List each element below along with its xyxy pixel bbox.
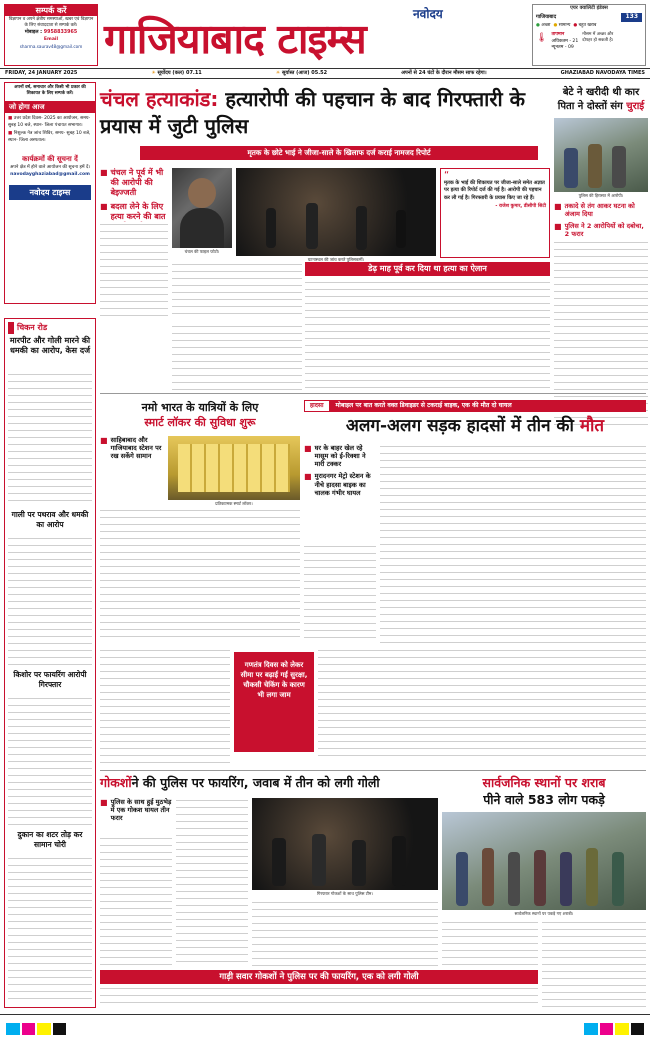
metro-bullet: ■ साहिबाबाद और गाजियाबाद स्टेशन पर रख सकेंगे सामान [100,436,162,461]
liquor-photo-caption: सार्वजनिक स्थानों पर पकड़े गए शराबी। [514,911,574,916]
lead-quote: मृतक के भाई की शिकायत पर जीजा-साले समेत अज्ञात पर हत्या की रिपोर्ट दर्ज की गई है। आरोपी की पहचान कर ली गई है। गिरफ्तारी के प्रयास किए जा रहे हैं। [444,180,545,201]
metro-photo-caption: प्रतिकात्मक स्मार्ट लॉकर। [215,501,253,506]
contact-email-label: Email [43,37,59,43]
program-title: कार्यक्रमों की सूचना दें [22,154,78,163]
temp-min: न्यूनतम - 09 [551,44,574,50]
left-story-body-1 [8,536,92,666]
reward-headline: डेढ़ माह पूर्व कर दिया था हत्या का ऐलान [305,262,550,276]
liquor-photo [442,812,646,910]
lead-photo-portrait [172,168,232,248]
left-story-body-2 [8,696,92,826]
issue-date: FRIDAY, 24 JANUARY 2025 [5,69,78,76]
left-story-headline-2: किशोर पर फायरिंग आरोपी गिरफ्तार [13,670,87,689]
section-divider [100,393,646,394]
brand-small: नवोदय [413,7,443,21]
program-body: अपने क्षेत्र में होने वाले आयोजन की सूचना हमें दें। [9,164,91,170]
masthead [0,0,650,68]
lead-strap: मृतक के छोटे भाई ने जीजा-साले के खिलाफ दर्ज कराई नामजद रिपोर्ट [140,146,538,160]
sunrise: ☀ सूर्योदय (कल) 07.11 [151,69,202,76]
accident-strap-text: मोबाइल पर बात करते वक्त डिवाइडर से टकराई बाइक, एक की मौत दो घायल [335,402,512,409]
sidebar-intro: अपनों वर्ष, समाचार और किसी भी प्रकार की शिकायत के लिए सम्पर्क करें। [14,85,86,97]
contact-body: विज्ञापन व अपने क्षेत्रीय समस्याओं, खबर एवं विज्ञापन के लिए संवाददाता से सम्पर्क करें। [8,17,94,29]
mid-body-1 [100,648,230,768]
weather-title: एयर क्वालिटी इंडेक्स [570,5,608,11]
contact-title: सम्पर्क करें [5,5,97,16]
contact-email[interactable]: sharma.saurav48@gmail.com [19,43,83,49]
side-headline-2: पिता ने दोस्तों संग चुराई [557,101,645,112]
temp-max: अधिकतम - 21 [551,38,579,44]
weather-city: गाजियाबाद [536,13,557,20]
side-bullet: ■ पुलिस ने 2 आरोपियों को दबोचा, 2 फरार [554,222,644,239]
metro-headline [100,400,300,430]
gokash-body-1 [100,836,172,966]
crime-headline: मारपीट और गोली मारने की धमकी का आरोप, केस दर्ज [9,336,91,356]
security-callout: गणतंत्र दिवस को लेकर सीमा पर बढ़ाई गई सुरक्षा, चौकसी चेकिंग के कारण भी लगा जाम [234,652,314,752]
color-registration-marks [6,1023,66,1035]
footer-registration-bar [0,1014,650,1043]
gokash-bullets [100,798,172,826]
today-item: ■ निशुल्क नेत्र जांच शिविर, समय- सुबह 10 बजे, स्थान- जिला अस्पताल। [8,131,91,143]
side-photo-caption: पुलिस की हिरासत में आरोपी। [578,193,624,198]
gokash-banner: गाड़ी सवार गोकशों ने पुलिस पर की फायरिंग, एक को लगी गोली [100,970,538,984]
edition-name: GHAZIABAD NAVODAYA TIMES [560,69,645,76]
accident-bullet: ■ मुरादनगर मेट्रो स्टेशन के नीचे हादसा बाइक का चालक गंभीर घायल [304,472,371,497]
left-story-headline-3: दुकान का शटर तोड़ कर सामान चोरी [17,830,83,849]
accident-body-1 [380,444,646,644]
lead-quote-box [440,168,550,258]
gokash-photo-caption: गिरफ्तार गोकशों के साथ पुलिस टीम। [316,891,374,896]
temp-label: तापमान [551,32,565,38]
lead-headline-text: हत्यारोपी की पहचान के बाद गिरफ्तारी के प्रयास में जुटी पुलिस [100,87,526,138]
section-divider [100,770,646,771]
lead-kicker: चंचल हत्याकांड: [100,87,219,111]
lead-bullet: ■ चंचल ने पूर्व में भी की आरोपी की बेइज्जती [100,168,164,197]
dateline-tagline: अपनों से 24 घंटों के दौरान मौसम साफ रहेगा। [401,69,487,76]
quote-icon: “ [444,170,450,181]
weather-note: मौसम में अच्छा और दोपहर हो सकती है। [582,32,614,44]
crime-body [8,372,92,506]
accident-strap [304,400,646,412]
accident-headline: अलग-अलग सड़क हादसों में तीन की मौत [345,416,605,436]
metro-headline-2: स्मार्ट लॉकर की सुविधा शुरू [144,416,256,429]
mini-brand: नवोदय टाइम्स [9,185,91,201]
aqi-level: ● बहुत खराब [573,22,597,28]
side-bullet: ■ तकादे से तंग आकर घटना को अंजाम दिया [554,202,635,219]
left-story-body-3 [8,856,92,1004]
gokash-body-3 [252,900,438,966]
mid-body-2 [318,648,646,756]
weather-box [532,4,646,66]
metro-body [100,508,300,643]
program-email[interactable]: navodayghaziabad@gmail.com [10,172,90,178]
gokash-banner-body [100,986,538,1008]
lead-body-col-1 [100,222,168,320]
side-headline [554,86,648,114]
today-item: ■ उत्तर प्रदेश दिवस- 2025 का आयोजन, समय- सुबह 10 बजे, स्थान- जिला पंचायत सभागार। [8,116,91,128]
sunset: ☀ सूर्यास्त (आज) 05.52 [275,69,328,76]
accident-bullets [304,444,376,501]
contact-box [4,4,98,66]
liquor-body [542,920,646,1008]
lead-photo-caption-1: चंचल की फाइल फोटो। [184,249,220,254]
aqi-level: ● अच्छा [536,22,551,28]
lead-bullet: ■ बदला लेने के लिए हत्या करने की बात [100,202,166,221]
aqi-scale [533,22,645,30]
lead-photo-caption-2: घटनास्थल की जांच करते पुलिसकर्मी। [307,257,365,262]
aqi-level: ● सामान्य [553,22,571,28]
liquor-headline-2: पीने वाले 583 लोग पकड़े [483,792,605,807]
lead-headline [100,86,550,140]
metro-bullets [100,436,164,464]
gokash-bullet: ■ पुलिस के साथ हुई मुठभेड़ में एक गोकश घायल तीन फरार [100,798,172,823]
gokash-body-2 [176,798,248,966]
color-registration-marks [584,1023,644,1035]
liquor-headline-1: सार्वजनिक स्थानों पर शराब [482,775,606,790]
liquor-headline [442,774,646,808]
thermometer-icon: 🌡 [536,33,548,44]
gokash-headline: गोकशोंने की पुलिस पर फायरिंग, जवाब में तीन को लगी गोली [100,775,380,790]
contact-mobile: मोबाइल : 9958833965 [24,30,78,36]
side-photo [554,118,648,192]
aqi-value: 133 [621,13,642,22]
liquor-body-2 [442,920,538,966]
today-title: जो होगा आज [5,101,95,113]
metro-photo [168,436,300,500]
lead-body-col-4 [172,324,302,390]
accident-body-2 [304,544,376,644]
gokash-photo [252,798,438,890]
dateline-bar [0,68,650,79]
crime-headline-2: गाली पर पथराव और धमकी का आरोप [11,510,89,529]
lead-photo-scene [236,168,436,256]
accident-tag: हादसा [305,401,329,411]
lead-body-col-2 [172,262,302,320]
lead-body-col-3 [305,280,550,390]
side-headline-1: बेटे ने खरीदी थी कार [562,87,640,98]
side-bullets [554,202,648,243]
metro-headline-1: नमो भारत के यात्रियों के लिए [141,401,259,414]
brand-main: गाजियाबाद टाइम्स [104,15,366,63]
lead-quote-author: - राजेश कुमार, डीसीपी सिटी [495,203,546,209]
left-sidebar [4,82,96,304]
crime-box-title: चिकन रोड [8,322,92,334]
accident-bullet: ■ घर के बाहर खेल रहे मासूम को ई-रिक्शा ने मारी टक्कर [304,444,366,469]
